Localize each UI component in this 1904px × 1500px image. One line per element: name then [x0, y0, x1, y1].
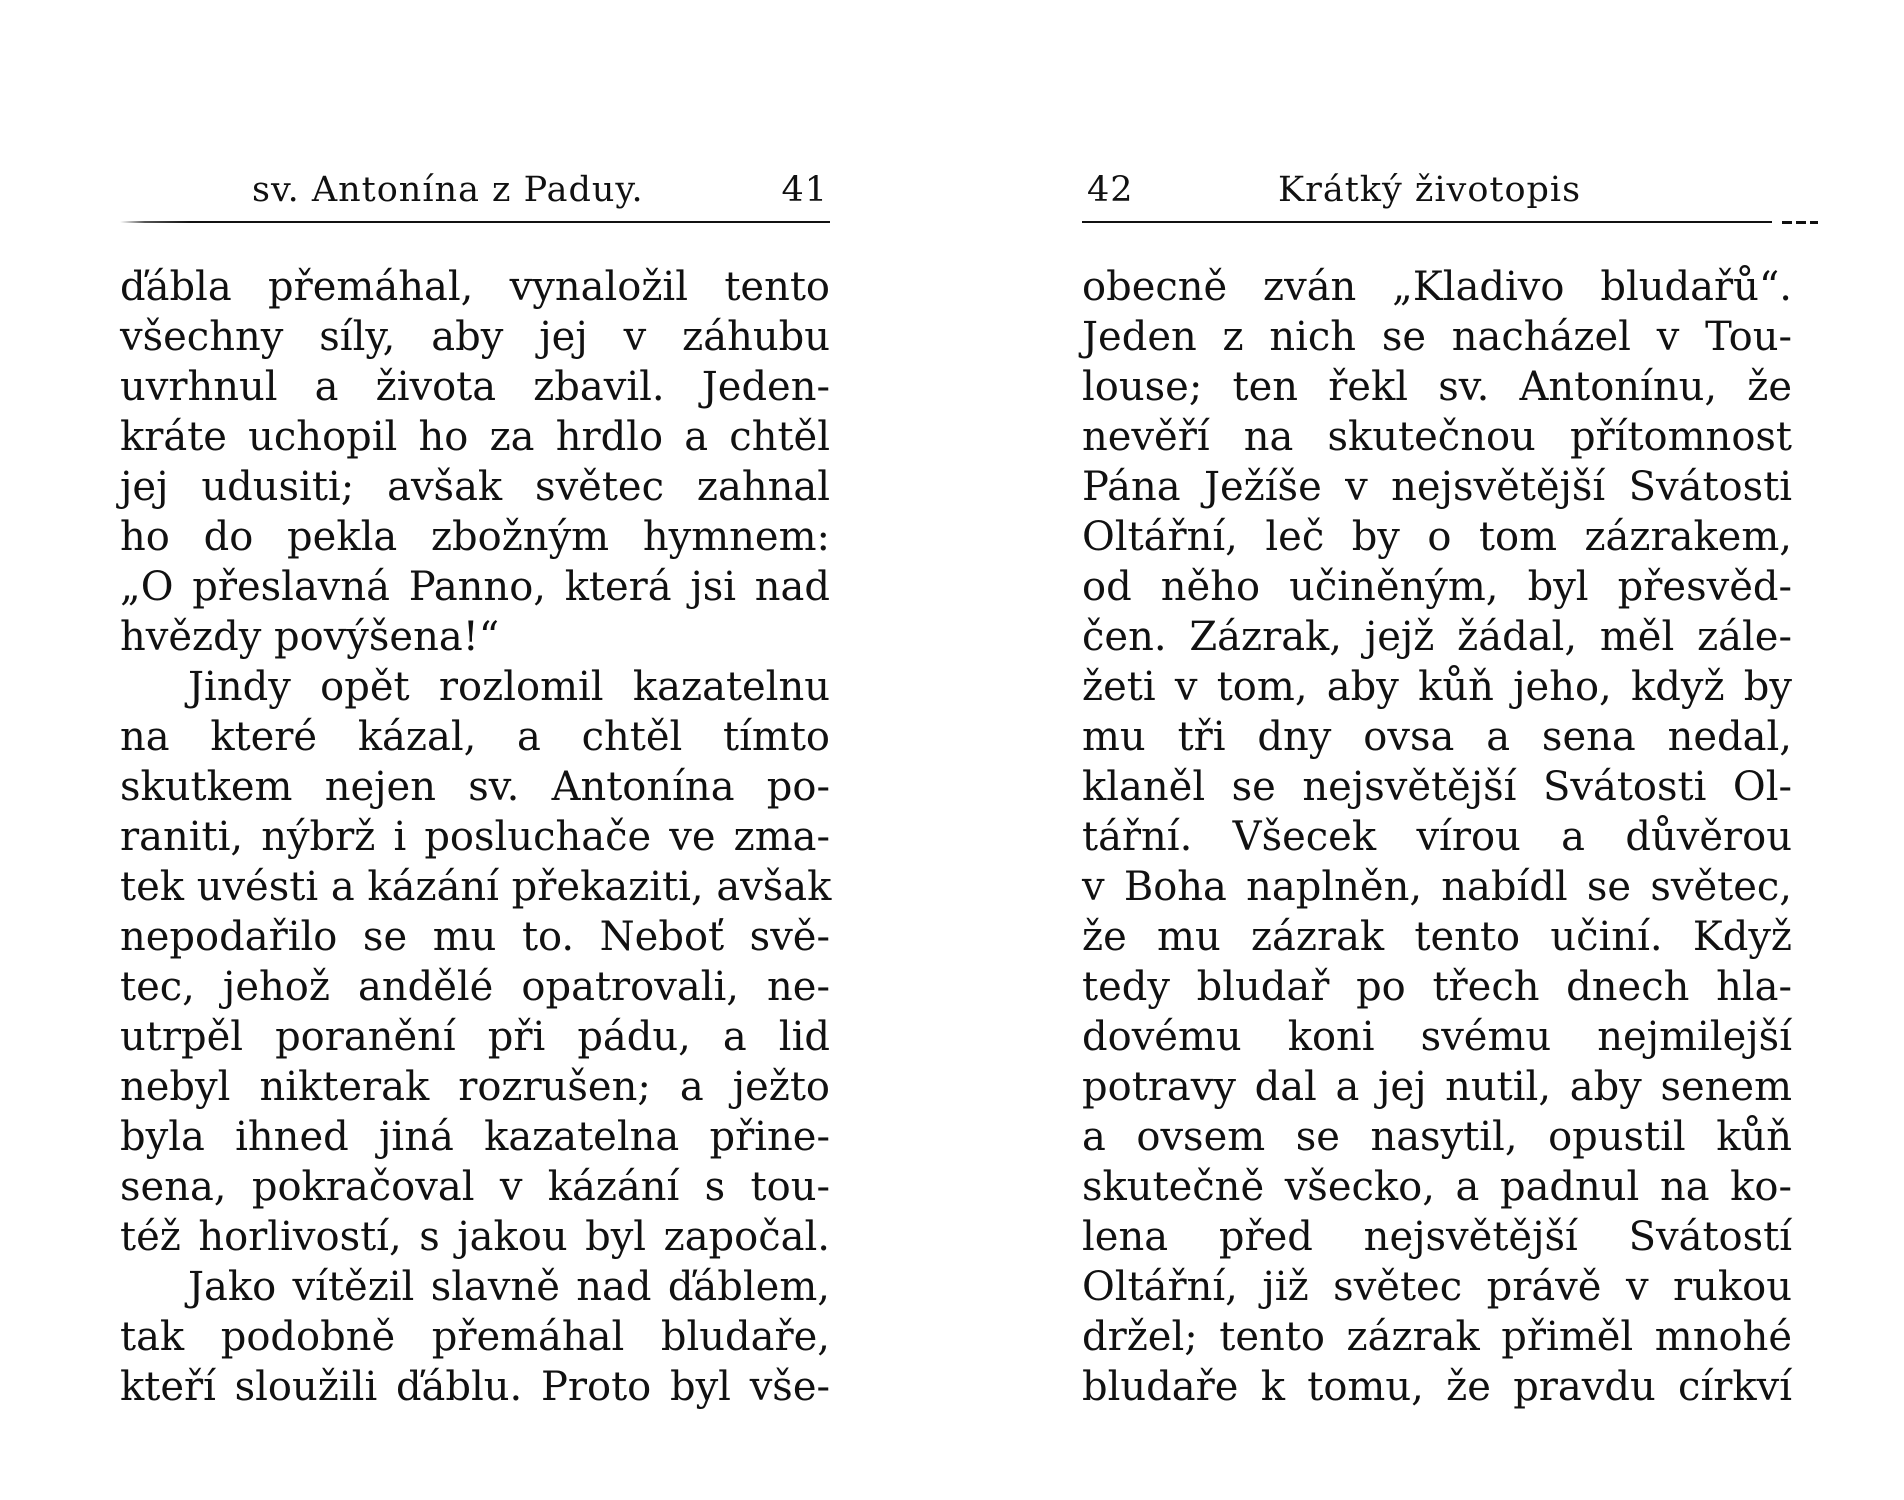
text-line: čen. Zázrak, jejž žádal, měl zále- — [1082, 614, 1792, 660]
text-line: skutkem nejen sv. Antonína po- — [120, 764, 830, 810]
text-line: dovému koni svému nejmilejší — [1082, 1014, 1792, 1060]
left-body-text — [120, 262, 830, 1412]
text-line: hvězdy povýšena!“ — [120, 614, 500, 660]
text-line: obecně zván „Kladivo bludařů“. — [1082, 264, 1792, 310]
text-line: všechny síly, aby jej v záhubu — [120, 314, 830, 360]
left-running-head — [120, 165, 830, 215]
text-line: tek uvésti a kázání překaziti, avšak — [120, 864, 832, 910]
text-line: kráte uchopil ho za hrdlo a chtěl — [120, 414, 830, 460]
text-line: Oltářní, leč by o tom zázrakem, — [1082, 514, 1792, 560]
left-header-rule — [120, 221, 830, 223]
right-header-rule — [1082, 221, 1772, 223]
text-line: klaněl se nejsvětější Svátosti Ol- — [1082, 764, 1792, 810]
text-line: bludaře k tomu, že pravdu církví — [1082, 1364, 1792, 1410]
text-line: tedy bludař po třech dnech hla- — [1082, 964, 1792, 1010]
text-line: uvrhnul a života zbavil. Jeden- — [120, 364, 830, 410]
text-line: od něho učiněným, byl přesvěd- — [1082, 564, 1792, 610]
text-line: nebyl nikterak rozrušen; a ježto — [120, 1064, 830, 1110]
text-line: jej udusiti; avšak světec zahnal — [120, 464, 830, 510]
text-line: Jako vítězil slavně nad ďáblem, — [188, 1264, 830, 1310]
text-line: skutečně všecko, a padnul na ko- — [1082, 1164, 1792, 1210]
text-line: a ovsem se nasytil, opustil kůň — [1082, 1114, 1792, 1160]
text-line: potravy dal a jej nutil, aby senem — [1082, 1064, 1792, 1110]
text-line: louse; ten řekl sv. Antonínu, že — [1082, 364, 1792, 410]
text-line: tec, jehož andělé opatrovali, ne- — [120, 964, 830, 1010]
right-running-head — [1082, 165, 1792, 215]
text-line: ďábla přemáhal, vynaložil tento — [120, 264, 830, 310]
right-header-rule-tail — [1782, 221, 1818, 224]
text-line: tářní. Všecek vírou a důvěrou — [1082, 814, 1792, 860]
text-line: „O přeslavná Panno, která jsi nad — [120, 564, 830, 610]
right-body-text — [1082, 262, 1792, 1412]
text-line: nevěří na skutečnou přítomnost — [1082, 414, 1792, 460]
text-line: ho do pekla zbožným hymnem: — [120, 514, 830, 560]
text-line: že mu zázrak tento učiní. Když — [1082, 914, 1792, 960]
text-line: Oltářní, již světec právě v rukou — [1082, 1264, 1792, 1310]
text-line: tak podobně přemáhal bludaře, — [120, 1314, 830, 1360]
text-line: v Boha naplněn, nabídl se světec, — [1082, 864, 1792, 910]
left-running-title: sv. Antonína z Paduy. — [252, 170, 644, 210]
text-line: Pána Ježíše v nejsvětější Svátosti — [1082, 464, 1792, 510]
text-line: též horlivostí, s jakou byl započal. — [120, 1214, 830, 1260]
right-page-number: 42 — [1087, 170, 1134, 210]
text-line: Jeden z nich se nacházel v Tou- — [1082, 314, 1792, 360]
right-running-title: Krátký životopis — [1278, 170, 1582, 210]
text-line: držel; tento zázrak přiměl mnohé — [1082, 1314, 1792, 1360]
text-line: mu tři dny ovsa a sena nedal, — [1082, 714, 1792, 760]
text-line: lena před nejsvětější Svátostí — [1082, 1214, 1792, 1260]
text-line: žeti v tom, aby kůň jeho, když by — [1082, 664, 1792, 710]
text-line: utrpěl poranění při pádu, a lid — [120, 1014, 830, 1060]
text-line: na které kázal, a chtěl tímto — [120, 714, 830, 760]
text-line: sena, pokračoval v kázání s tou- — [120, 1164, 830, 1210]
text-line: kteří sloužili ďáblu. Proto byl vše- — [120, 1364, 830, 1410]
text-line: raniti, nýbrž i posluchače ve zma- — [120, 814, 830, 860]
text-line: byla ihned jiná kazatelna přine- — [120, 1114, 830, 1160]
text-line: Jindy opět rozlomil kazatelnu — [188, 664, 830, 710]
text-line: nepodařilo se mu to. Neboť svě- — [120, 914, 830, 960]
left-page-number: 41 — [781, 170, 828, 210]
